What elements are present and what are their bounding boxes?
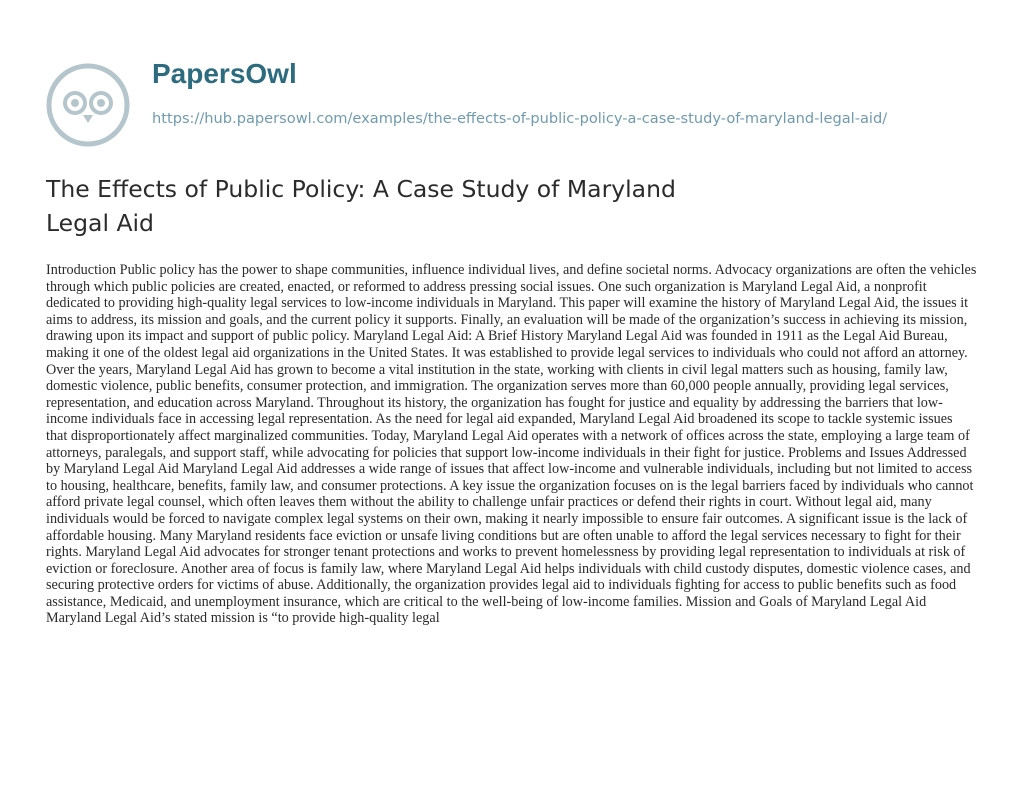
source-url-link[interactable]: https://hub.papersowl.com/examples/the-effects-of-public-policy-a-case-study-of-maryland-legal-aid/ xyxy=(152,110,888,127)
document-body: Introduction Public policy has the power to shape communities, influence individual lives, and define societal norms. Advocacy organizations are often the vehicles through which public policies are created, enacted, or reformed to address pressing social issues. One such organization is Maryland Legal Aid, a nonprofit dedicated to providing high-quality legal services to low-income individuals in Maryland. This paper will examine the history of Maryland Legal Aid, the issues it aims to address, its mission and goals, and the current policy it supports. Finally, an evaluation will be made of the organization’s success in achieving its mission, drawing upon its impact and support of public policy. Maryland Legal Aid: A Brief History Maryland Legal Aid was founded in 1911 as the Legal Aid Bureau, making it one of the oldest legal aid organizations in the United States. It was established to provide legal services to individuals who could not afford an attorney. Over the years, Maryland Legal Aid has grown to become a vital institution in the state, working with clients in civil legal matters such as housing, family law, domestic violence, public benefits, consumer protection, and immigration. The organization serves more than 60,000 people annually, providing legal services, representation, and education across Maryland. Throughout its history, the organization has fought for justice and equality by addressing the barriers that low-income individuals face in accessing legal representation. As the need for legal aid expanded, Maryland Legal Aid broadened its scope to tackle systemic issues that disproportionately affect marginalized communities. Today, Maryland Legal Aid operates with a network of offices across the state, employing a large team of attorneys, paralegals, and support staff, while advocating for policies that support low-income individuals in their fight for justice. Problems and Issues Addressed by Maryland Legal Aid Maryland Legal Aid addresses a wide range of issues that affect low-income and vulnerable individuals, including but not limited to access to housing, healthcare, benefits, family law, and consumer protections. A key issue the organization focuses on is the legal barriers faced by individuals who cannot afford private legal counsel, which often leaves them without the ability to challenge unfair practices or defend their rights in court. Without legal aid, many individuals would be forced to navigate complex legal systems on their own, making it nearly impossible to ensure fair outcomes. A significant issue is the lack of affordable housing. Many Maryland residents face eviction or unsafe living conditions but are often unable to afford the legal services necessary to fight for their rights. Maryland Legal Aid advocates for stronger tenant protections and works to prevent homelessness by providing legal representation to individuals at risk of eviction or foreclosure. Another area of focus is family law, where Maryland Legal Aid helps individuals with child custody disputes, domestic violence cases, and securing protective orders for victims of abuse. Additionally, the organization provides legal aid to individuals fighting for access to public benefits such as food assistance, Medicaid, and unemployment insurance, which are critical to the well-being of low-income families. Mission and Goals of Maryland Legal Aid Maryland Legal Aid’s stated mission is “to provide high-quality legal xyxy=(46,262,977,627)
site-header xyxy=(46,50,986,160)
brand-name: PapersOwl xyxy=(152,58,297,89)
document-title: The Effects of Public Policy: A Case Study of Maryland Legal Aid xyxy=(46,175,676,237)
owl-logo-icon xyxy=(46,63,130,147)
